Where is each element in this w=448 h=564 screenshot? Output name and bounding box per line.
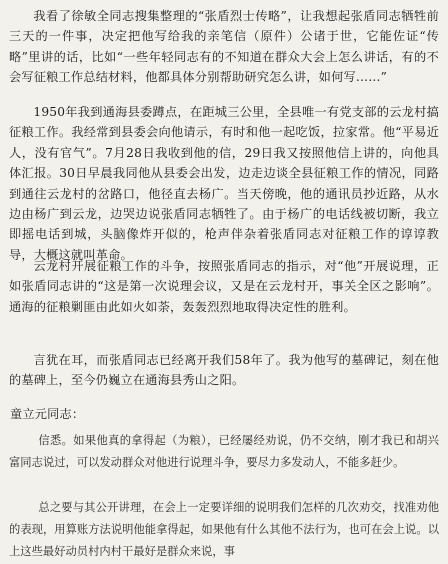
letter-paragraph: 信悉。如果他真的拿得起（为粮），已经屡经劝说，仍不交纳，刚才我已和胡兴富同志说过，可以发动群众对他进行说理斗争，要尽力多发动人，不能多赶少。 (9, 434, 439, 470)
article-paragraph: 我看了徐敏全同志搜集整理的“张盾烈士传略”，让我想起张盾同志牺牲前三天的一件事，决定把他写给我的亲笔信（原件）公诸于世，它能佐证“传略”里讲的话，比如“一些年轻同志有的不知道在群众大会上怎么讲话，有的不会写征粮工作总结材料，他都具体分别帮助研究怎么讲，如何写……” (9, 9, 439, 85)
article-paragraph: 言犹在耳，而张盾同志已经离开我们58年了。我为他写的墓碑记，刻在他的墓碑上，至今仍巍立在通海县秀山之阳。 (9, 353, 439, 388)
article-paragraph: 1950年我到通海县委蹲点，在距城三公里，全县唯一有党支部的云龙村搞征粮工作。我经常到县委会向他请示，有时和他一起吃饭，拉家常。他“平易近人，没有官气”。7月28日我收到他的信，29日我又按照他信上讲的，向他具体汇报。30日早晨我同他从县委会出发，边走边谈全县征粮工作的情况，同路到通往云龙村的岔路口，他径直去杨广。当天傍晚，他的通讯员抄近路，从水边由杨广到云龙，边哭边说张盾同志牺牲了。由于杨广的电话线被切断，我立即摇电话到城，头脑像炸开似的，枪声伴杂着张盾同志对征粮工作的谆谆教导，大概这就叫革命。 (9, 105, 439, 262)
letter-salutation: 童立元同志： (10, 407, 85, 421)
letter-paragraph: 总之要与其公开讲理，在会上一定要详细的说明我们怎样的几次劝交，找准劝他的表现，用算账方法说明他能拿得起，如果他有什么其他不法行为，也可在会上说。以上这些最好动员村内村干最好是群众来说，事 (9, 501, 439, 559)
article-paragraph: 云龙村开展征粮工作的斗争，按照张盾同志的指示，对“他”开展说理，正如张盾同志讲的“这是第一次说理会议，又是在云龙村开，事关全区之影响”。通海的征粮剿匪由此如火如荼，轰轰烈烈地取得决定性的胜利。 (9, 259, 439, 314)
